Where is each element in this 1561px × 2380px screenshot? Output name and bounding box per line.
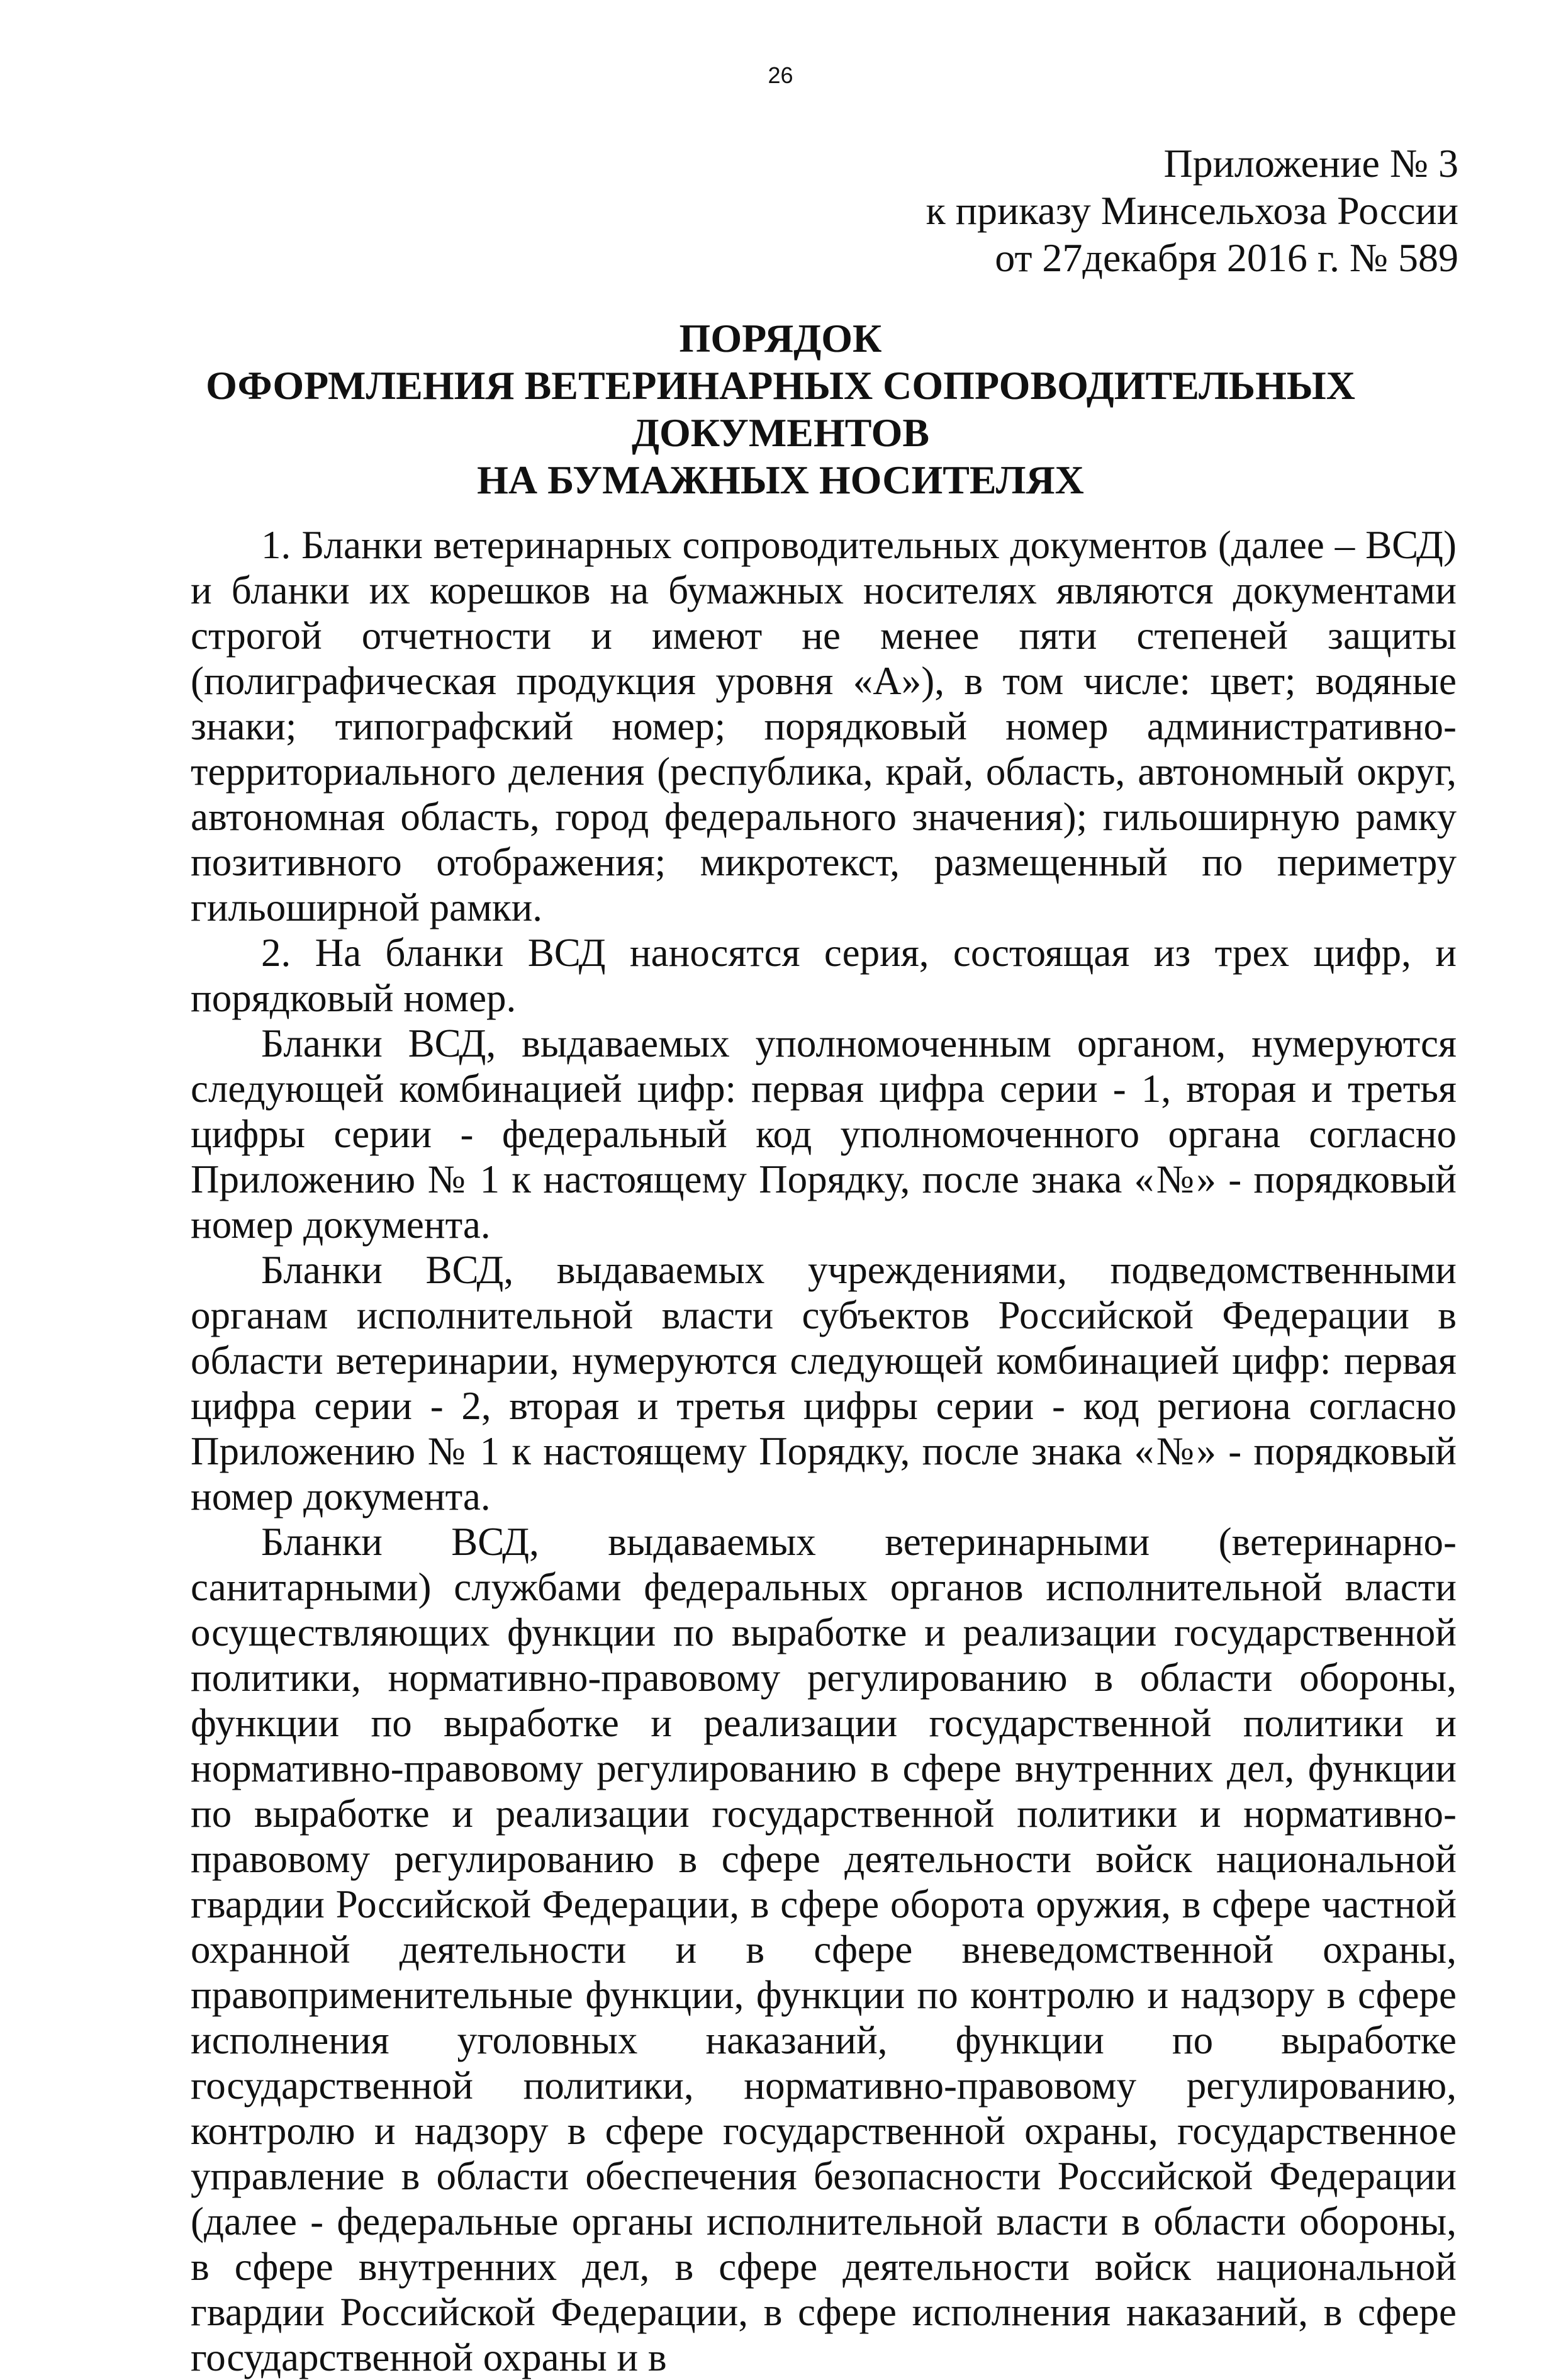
paragraph-4: Бланки ВСД, выдаваемых учреждениями, подведомственными органам исполнительной власти субъектов Российской Федерации в области ветеринарии, нумеруются следующей комбинацией цифр: первая цифра серии - 2, вторая и третья цифры серии - код региона согласно Приложению № 1 к настоящему Порядку, после знака «№» - порядковый номер документа.: [191, 1248, 1457, 1518]
title-line: ПОРЯДОК: [679, 316, 882, 361]
appendix-line: Приложение № 3: [1163, 141, 1458, 186]
paragraph-2: 2. На бланки ВСД наносятся серия, состоящая из трех цифр, и порядковый номер.: [191, 931, 1457, 1020]
page-number: 26: [768, 62, 793, 88]
title-line: НА БУМАЖНЫХ НОСИТЕЛЯХ: [477, 457, 1084, 502]
appendix-line: к приказу Минсельхоза России: [926, 188, 1458, 233]
document-body: [191, 522, 1457, 2380]
paragraph-3: Бланки ВСД, выдаваемых уполномоченным органом, нумеруются следующей комбинацией цифр: первая цифра серии - 1, вторая и третья цифры серии - федеральный код уполномоченного органа согласно Приложению № 1 к настоящему Порядку, после знака «№» - порядковый номер документа.: [191, 1021, 1457, 1247]
title-line: ОФОРМЛЕНИЯ ВЕТЕРИНАРНЫХ СОПРОВОДИТЕЛЬНЫХ: [206, 363, 1355, 408]
paragraph-1: 1. Бланки ветеринарных сопроводительных документов (далее – ВСД) и бланки их корешков на бумажных носителях являются документами строгой отчетности и имеют не менее пяти степеней защиты (полиграфическая продукция уровня «А»), в том числе: цвет; водяные знаки; типографский номер; порядковый номер административно-территориального деления (республика, край, область, автономный округ, автономная область, город федерального значения); гильоширную рамку позитивного отображения; микротекст, размещенный по периметру гильоширной рамки.: [191, 523, 1457, 929]
title-line: ДОКУМЕНТОВ: [631, 410, 930, 455]
appendix-line: от 27декабря 2016 г. № 589: [995, 235, 1458, 280]
paragraph-5: Бланки ВСД, выдаваемых ветеринарными (ветеринарно-санитарными) службами федеральных органов исполнительной власти осуществляющих функции по выработке и реализации государственной политики, нормативно-правовому регулированию в области обороны, функции по выработке и реализации государственной политики и нормативно-правовому регулированию в сфере внутренних дел, функции по выработке и реализации государственной политики и нормативно-правовому регулированию в сфере деятельности войск национальной гвардии Российской Федерации, в сфере оборота оружия, в сфере частной охранной деятельности и в сфере вневедомственной охраны, правоприменительные функции, функции по контролю и надзору в сфере исполнения уголовных наказаний, функции по выработке государственной политики, нормативно-правовому регулированию, контролю и надзору в сфере государственной охраны, государственное управление в области обеспечения безопасности Российской Федерации (далее - федеральные органы исполнительной власти в области обороны, в сфере внутренних дел, в сфере деятельности войск национальной гвардии Российской Федерации, в сфере исполнения наказаний, в сфере государственной охраны и в: [191, 1520, 1457, 2379]
appendix-header: [926, 140, 1458, 281]
document-title: [189, 315, 1372, 503]
